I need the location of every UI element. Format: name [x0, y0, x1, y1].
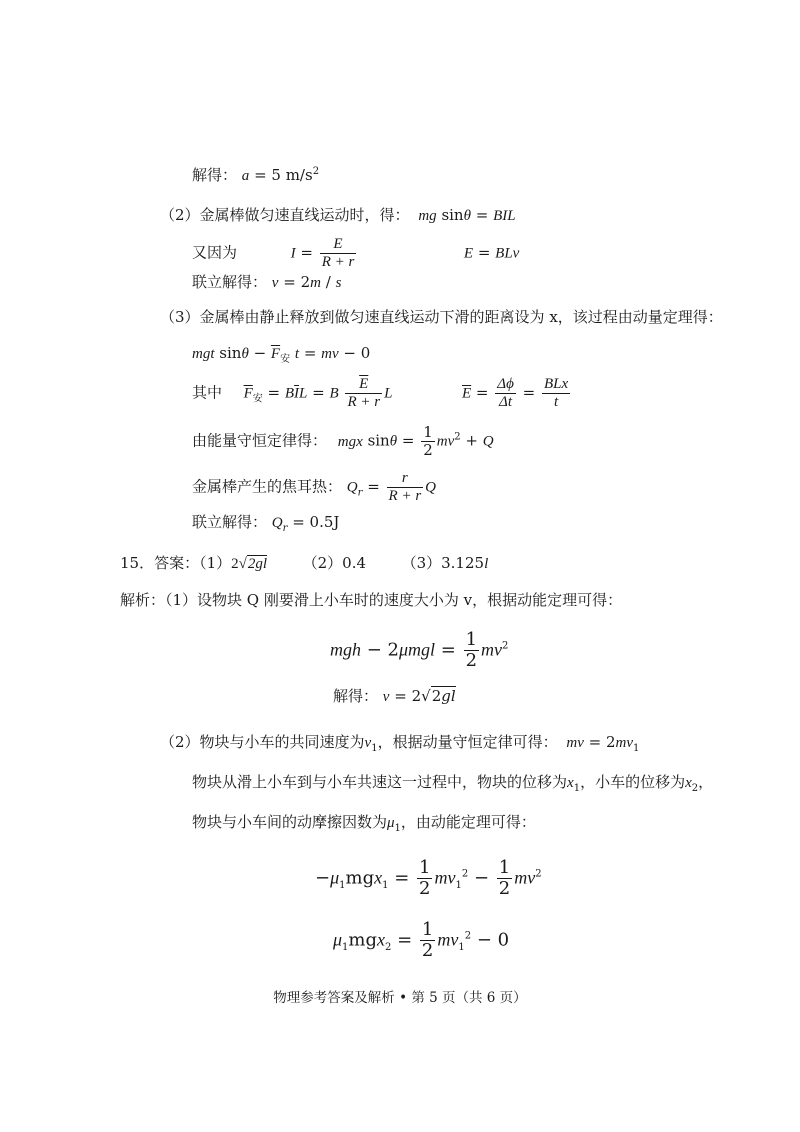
- line-friction: 物块与小车间的动摩擦因数为$\mu_1$，由动能定理可得：: [192, 813, 536, 834]
- math-force-balance: mg: [418, 208, 437, 224]
- math-work-energy: mgh: [330, 639, 361, 660]
- line-uniform-motion: （2）金属棒做匀速直线运动时，得： mg sinθ = BIL: [160, 206, 516, 224]
- solve-label: 解得：: [192, 166, 238, 184]
- line-momentum: mgt $\sin\theta - \overline{F}_安$ t = mv − 0: [192, 344, 371, 365]
- math-frac-half-5: $\frac{1}{2}$: [421, 919, 434, 961]
- joule-label: 金属棒产生的焦耳热：: [192, 477, 343, 496]
- line-common-velocity: （2）物块与小车的共同速度为$v_1$，根据动量守恒定律可得： mv = $2mv_1$: [160, 733, 640, 754]
- math-avg-emf: $\overline{E}$: [461, 385, 472, 402]
- line-joule-heat: 金属棒产生的焦耳热： $Q_r$ = $\frac{r}{R + r}$ Q: [192, 470, 436, 504]
- math-frac-half-2: $\frac{1}{2}$: [465, 629, 478, 671]
- line-solution-intro: [120, 590, 622, 610]
- math-momentum-theorem: mgt: [192, 346, 215, 362]
- math-velocity-result: v: [382, 689, 390, 705]
- math-answer-1: 2√2gl: [231, 556, 268, 572]
- line-acceleration: 解得： a = 5 $m/s^2$: [192, 166, 320, 184]
- q15-label: 15．答案：: [120, 554, 200, 572]
- math-frac-r-ratio: $\frac{r}{R + r}$: [388, 470, 422, 504]
- line-part3: [160, 307, 723, 327]
- part2-label: （2）金属棒做匀速直线运动时，得：: [160, 206, 410, 224]
- math-frac-half-3: $\frac{1}{2}$: [419, 857, 431, 899]
- solution-intro-text: 解析：（1）设物块 Q 刚要滑上小车时的速度大小为 v，根据动能定理可得：: [120, 591, 623, 609]
- line-velocity: 联立解得： v = 2m / s: [192, 273, 342, 291]
- page-footer: 物理参考答案及解析 • 第 5 页（共 6 页）: [273, 990, 527, 1006]
- math-frac-half-4: $\frac{1}{2}$: [498, 857, 511, 899]
- math-frac-dphi-dt: $\frac{\Delta\phi}{\Delta t}$: [497, 376, 514, 410]
- where-label: 其中: [192, 383, 223, 402]
- line-velocity-result: 解得： v = 2√2gl: [333, 687, 456, 705]
- line-joule-result: 联立解得： $Q_r = 0.5J$: [192, 513, 340, 534]
- part2-intro: （2）物块与小车的共同速度为: [160, 733, 365, 751]
- math-emf: E: [463, 245, 474, 262]
- part2-rest: ，根据动量守恒定律可得：: [377, 733, 558, 751]
- math-joule-heat: Q: [346, 479, 358, 496]
- math-frac-e-over-r: $\frac{E}{R + r}$: [321, 236, 355, 270]
- part3-text: （3）金属棒由静止释放到做匀速直线运动下滑的距离设为 x，该过程由动量定理得：: [160, 308, 723, 326]
- math-v1: v: [364, 735, 372, 751]
- math-momentum-conservation: mv: [566, 735, 584, 751]
- because-label: 又因为: [192, 243, 238, 262]
- displacement-text-b: ，小车的位移为: [580, 773, 686, 791]
- q15-answer-2: （2）0.4: [302, 554, 367, 572]
- q15-answer-3: （3）3.125: [401, 554, 485, 572]
- math-x2: x: [685, 775, 692, 791]
- line-work-energy: mgh − 2μmgl = $\frac{1}{2}$ $mv^2$: [330, 629, 509, 671]
- energy-label: 由能量守恒定律得：: [192, 431, 328, 450]
- line-current: 又因为 I = $\frac{E}{R + r}$ E = BLv: [192, 236, 520, 270]
- math-frac-half: $\frac{1}{2}$: [423, 423, 433, 459]
- friction-text-a: 物块与小车间的动摩擦因数为: [192, 813, 388, 831]
- friction-text-b: ，由动能定理可得：: [400, 813, 536, 831]
- math-frac-avg-e: $\frac{\overline{E}}{R + r}$: [347, 376, 381, 410]
- math-joule-result: Q: [271, 515, 283, 531]
- math-avg-force: $\overline{F}$: [243, 385, 253, 402]
- solve-label-2: 解得：: [333, 687, 379, 705]
- combine-label-2: 联立解得：: [192, 513, 268, 531]
- line-average-force: 其中 $\overline{F}_安 = B\overline{I}L = B$ $\frac{\overline{E}}{R + r}$ L $\overline{E}$ = $\frac{\Delta\phi}{\Delta t}$ = $\frac{\text{BLx}}{t}$: [192, 376, 569, 410]
- math-block-energy: μ: [330, 867, 340, 888]
- math-energy-conservation: mgx: [337, 433, 363, 450]
- math-x1: x: [567, 775, 574, 791]
- line-displacements: 物块从滑上小车到与小车共速这一过程中，物块的位移为$x_1$，小车的位移为$x_2$，: [192, 773, 714, 794]
- line-cart-energy: $\mu_1mgx_2$ = $\frac{1}{2}$ $mv_1^2 - 0$: [333, 919, 510, 961]
- line-energy: 由能量守恒定律得： mgx sinθ = $\frac{1}{2}$ $mv^2 + Q$: [192, 423, 494, 459]
- math-acceleration: a: [241, 168, 250, 184]
- math-current: I: [290, 245, 296, 262]
- line-block-energy: $-\mu_1mgx_1$ = $\frac{1}{2}$ $mv_1^2$ − $\frac{1}{2}$ $mv^2$: [315, 857, 542, 899]
- math-mu1: μ: [387, 815, 395, 831]
- line-q15-answer: 15．答案：（1）2√2gl （2）0.4 （3）3.125l: [120, 554, 489, 572]
- math-cart-energy: μ: [333, 929, 343, 950]
- math-velocity: v: [271, 275, 279, 291]
- displacement-text-a: 物块从滑上小车到与小车共速这一过程中，物块的位移为: [192, 773, 568, 791]
- q15-answer-1-label: （1）: [199, 554, 232, 572]
- math-frac-blx-t: $\frac{\text{BLx}}{t}$: [543, 376, 569, 410]
- combine-label: 联立解得：: [192, 273, 268, 291]
